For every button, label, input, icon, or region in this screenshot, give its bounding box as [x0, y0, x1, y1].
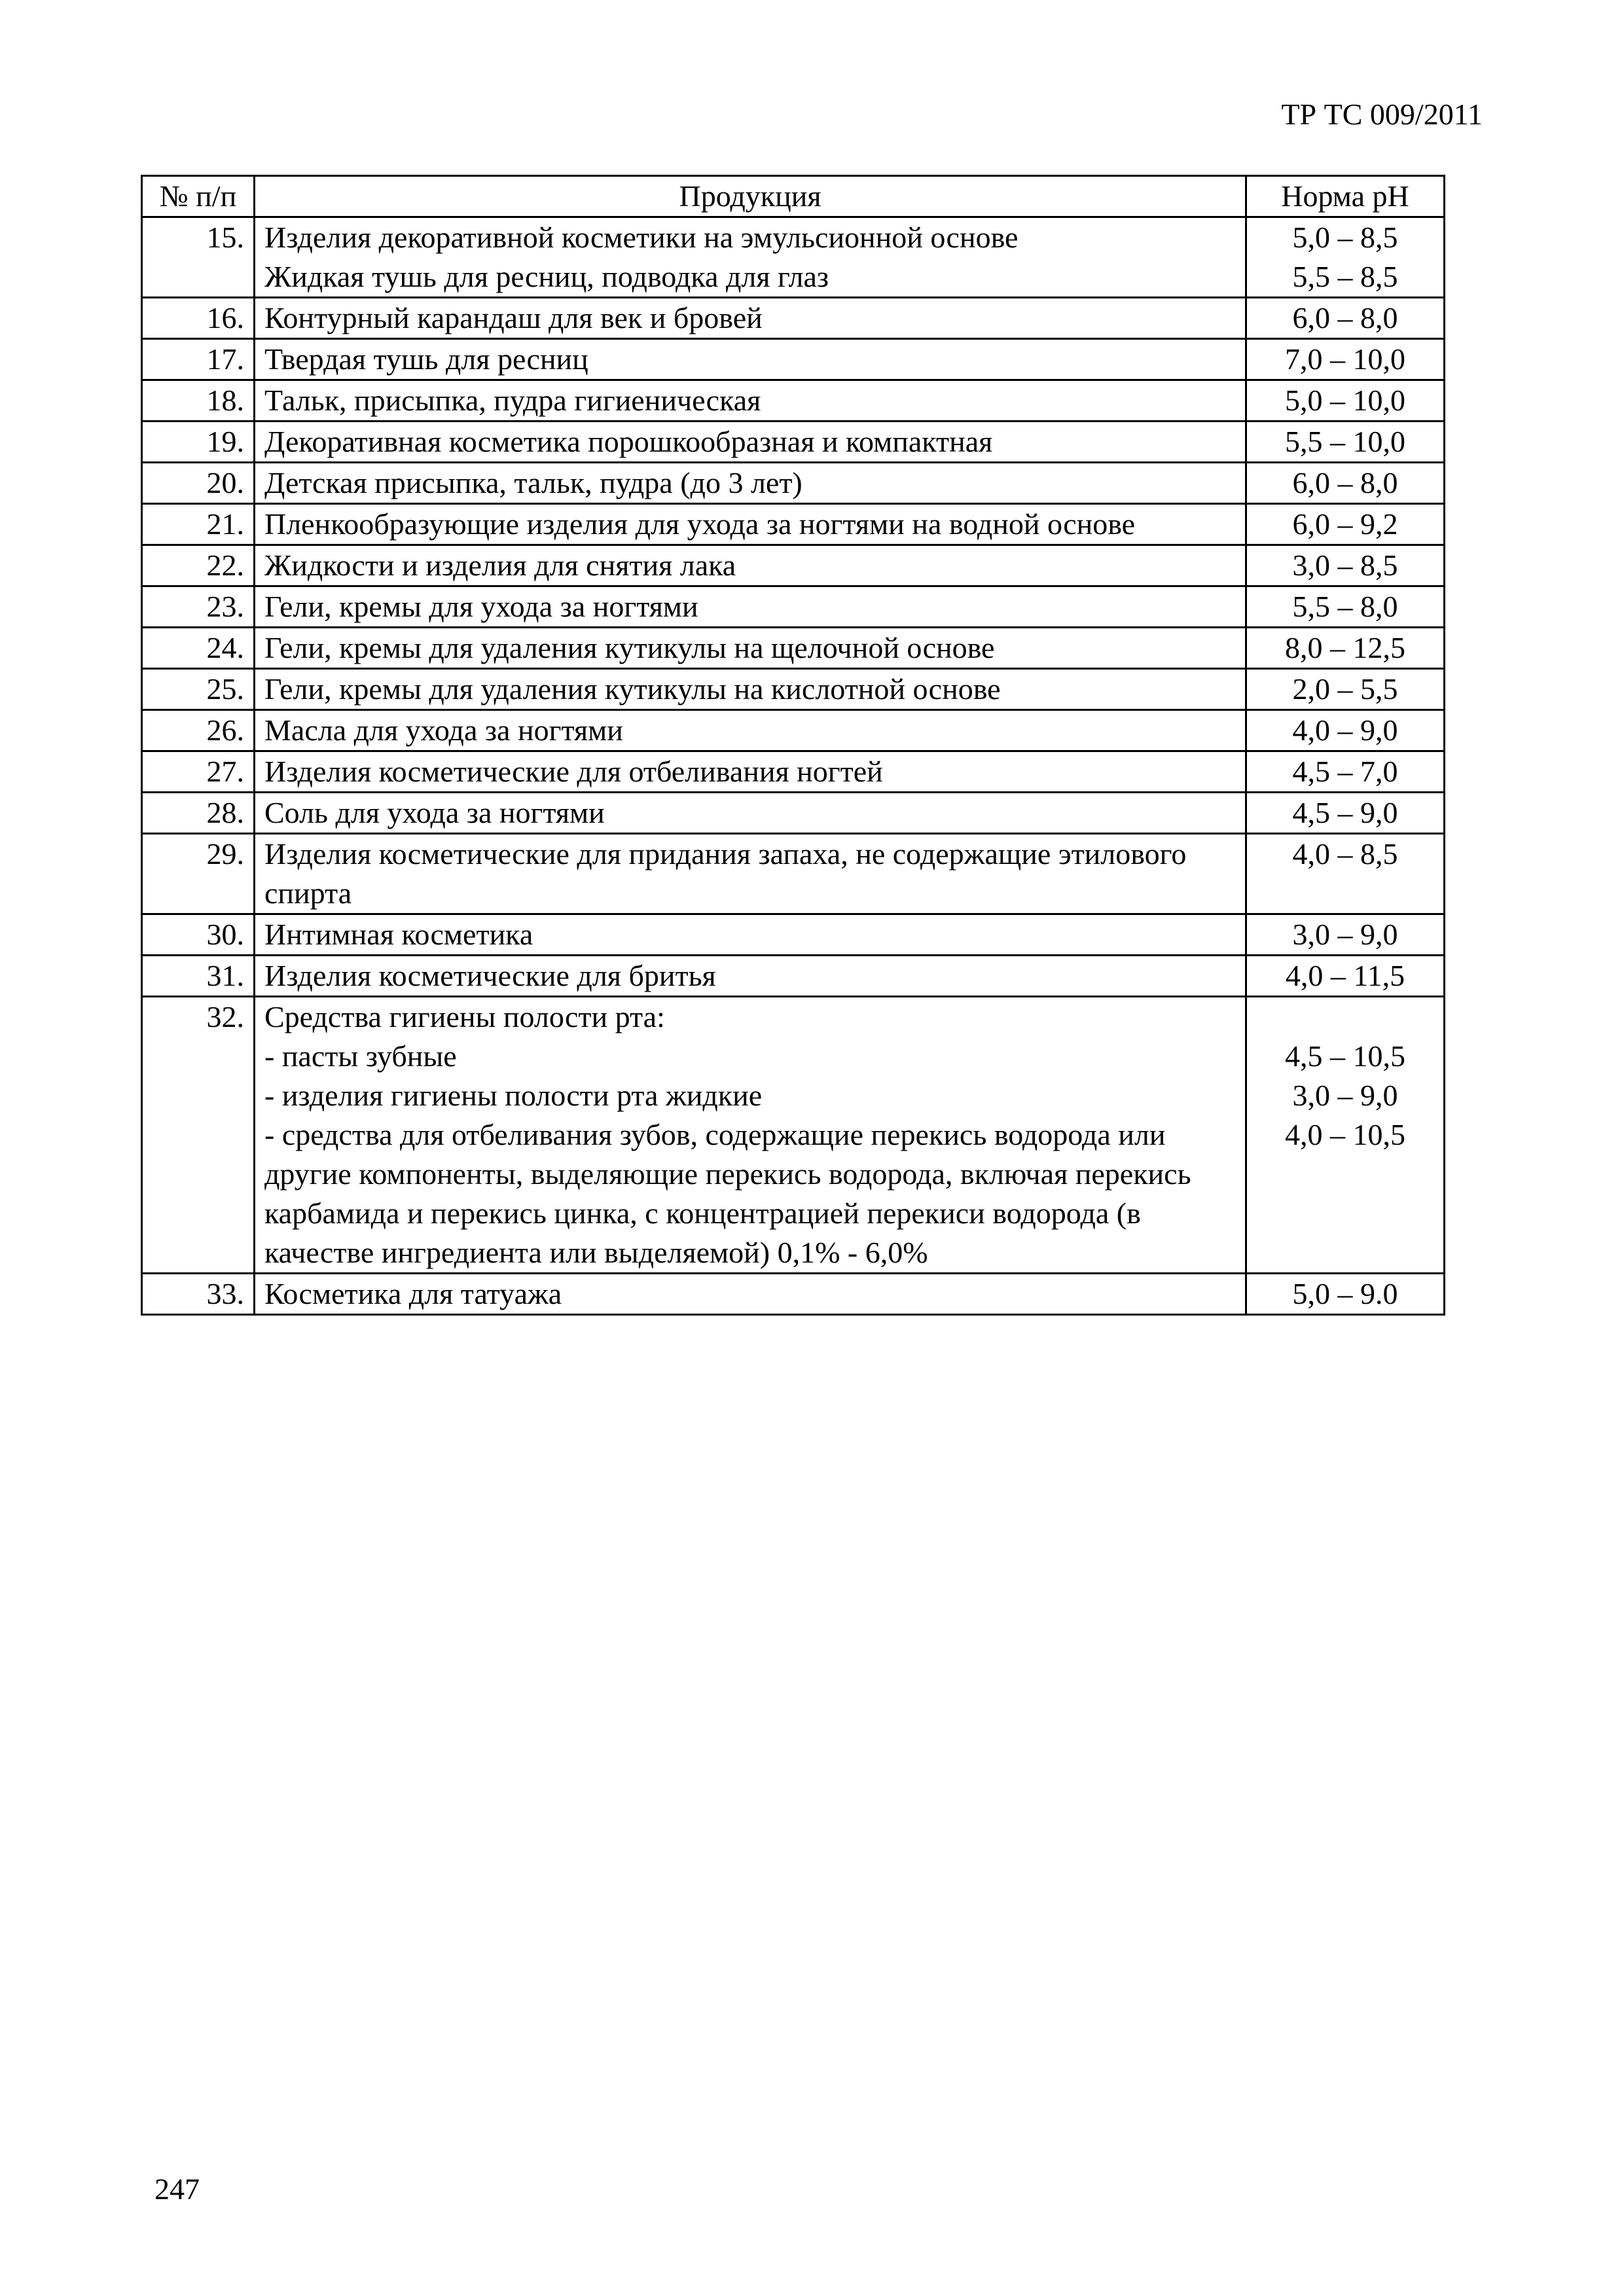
- row-ph-norm: [1246, 339, 1445, 380]
- row-product: [255, 956, 1246, 997]
- row-ph-norm: [1246, 586, 1445, 628]
- ph-value: 4,5 – 10,5: [1285, 1039, 1405, 1073]
- row-ph-norm: [1246, 834, 1445, 914]
- table-row: [142, 422, 1445, 463]
- product-line: - средства для отбеливания зубов, содержащие перекись водорода или другие компоненты, выделяющие перекись водорода, включая перекись карбамида и перекись цинка, с концентрацией перекиси водорода (в качестве ингредиента или выделяемой) 0,1% - 6,0%: [264, 1118, 1191, 1269]
- header-ph-norm: Норма pH: [1246, 176, 1445, 217]
- table-row: [142, 914, 1445, 956]
- row-product: [255, 586, 1246, 628]
- ph-value: 5,0 – 9.0: [1292, 1277, 1398, 1310]
- row-product: [255, 545, 1246, 586]
- row-product: [255, 339, 1246, 380]
- product-line: Соль для ухода за ногтями: [264, 796, 605, 829]
- table-row: [142, 710, 1445, 751]
- ph-value: 7,0 – 10,0: [1285, 342, 1405, 376]
- ph-value: [1256, 997, 1434, 1037]
- table-header-row: [142, 176, 1445, 217]
- table-row: [142, 997, 1445, 1274]
- ph-value: 3,0 – 8,5: [1292, 548, 1398, 582]
- row-ph-norm: [1246, 298, 1445, 339]
- row-product: [255, 914, 1246, 956]
- row-product: [255, 628, 1246, 669]
- row-number: 16.: [142, 298, 255, 339]
- table-row: [142, 1274, 1445, 1315]
- header-product: Продукция: [255, 176, 1246, 217]
- ph-value: 6,0 – 8,0: [1292, 466, 1398, 499]
- product-line: Жидкости и изделия для снятия лака: [264, 548, 736, 582]
- row-number: 20.: [142, 463, 255, 504]
- table-row: [142, 751, 1445, 793]
- product-line: Гели, кремы для удаления кутикулы на кислотной основе: [264, 672, 1001, 706]
- row-product: [255, 834, 1246, 914]
- product-line: Изделия декоративной косметики на эмульсионной основе: [264, 221, 1019, 254]
- row-ph-norm: [1246, 751, 1445, 793]
- header-number: № п/п: [142, 176, 255, 217]
- page-number: 247: [154, 2172, 200, 2206]
- product-line: Жидкая тушь для ресниц, подводка для глаз: [264, 260, 829, 293]
- row-number: 24.: [142, 628, 255, 669]
- row-ph-norm: [1246, 669, 1445, 710]
- ph-value: 5,0 – 10,0: [1285, 384, 1405, 417]
- product-line: Тальк, присыпка, пудра гигиеническая: [264, 384, 761, 417]
- row-product: [255, 298, 1246, 339]
- row-ph-norm: [1246, 463, 1445, 504]
- product-line: Детская присыпка, тальк, пудра (до 3 лет): [264, 466, 803, 499]
- product-line: - изделия гигиены полости рта жидкие: [264, 1079, 763, 1112]
- product-line: Гели, кремы для удаления кутикулы на щелочной основе: [264, 631, 995, 664]
- row-ph-norm: [1246, 914, 1445, 956]
- ph-value: 4,0 – 8,5: [1292, 837, 1398, 870]
- row-number: 15.: [142, 217, 255, 298]
- ph-value: 5,5 – 8,0: [1292, 590, 1398, 623]
- row-ph-norm: [1246, 217, 1445, 298]
- row-ph-norm: [1246, 628, 1445, 669]
- row-number: 22.: [142, 545, 255, 586]
- table-row: [142, 956, 1445, 997]
- row-ph-norm: [1246, 793, 1445, 834]
- row-number: 26.: [142, 710, 255, 751]
- table-row: [142, 380, 1445, 422]
- row-ph-norm: [1246, 380, 1445, 422]
- row-ph-norm: [1246, 545, 1445, 586]
- row-number: 21.: [142, 504, 255, 545]
- row-product: [255, 997, 1246, 1274]
- product-line: Изделия косметические для отбеливания ногтей: [264, 755, 883, 788]
- table-row: [142, 669, 1445, 710]
- row-number: 17.: [142, 339, 255, 380]
- ph-value: 2,0 – 5,5: [1292, 672, 1398, 706]
- product-line: - пасты зубные: [264, 1039, 457, 1073]
- ph-value: 5,0 – 8,5: [1292, 221, 1398, 254]
- product-line: Изделия косметические для придания запаха, не содержащие этилового спирта: [264, 837, 1187, 910]
- product-line: Косметика для татуажа: [264, 1277, 562, 1310]
- ph-value: 6,0 – 8,0: [1292, 301, 1398, 334]
- row-number: 31.: [142, 956, 255, 997]
- table-row: [142, 628, 1445, 669]
- ph-value: 4,5 – 7,0: [1292, 755, 1398, 788]
- row-product: [255, 217, 1246, 298]
- row-number: 25.: [142, 669, 255, 710]
- row-product: [255, 504, 1246, 545]
- table-row: [142, 586, 1445, 628]
- ph-value: 4,0 – 10,5: [1285, 1118, 1405, 1151]
- row-ph-norm: [1246, 956, 1445, 997]
- row-product: [255, 380, 1246, 422]
- row-product: [255, 793, 1246, 834]
- row-product: [255, 710, 1246, 751]
- table-row: [142, 504, 1445, 545]
- row-number: 32.: [142, 997, 255, 1274]
- row-number: 28.: [142, 793, 255, 834]
- product-line: Гели, кремы для ухода за ногтями: [264, 590, 698, 623]
- row-number: 30.: [142, 914, 255, 956]
- row-ph-norm: [1246, 997, 1445, 1274]
- row-number: 18.: [142, 380, 255, 422]
- ph-value: 4,0 – 11,5: [1285, 959, 1405, 992]
- row-product: [255, 1274, 1246, 1315]
- ph-value: 3,0 – 9,0: [1292, 918, 1398, 951]
- ph-value: 3,0 – 9,0: [1292, 1079, 1398, 1112]
- product-line: Пленкообразующие изделия для ухода за ногтями на водной основе: [264, 507, 1136, 541]
- row-number: 29.: [142, 834, 255, 914]
- ph-norms-table: [141, 175, 1445, 1316]
- ph-value: 8,0 – 12,5: [1285, 631, 1405, 664]
- row-ph-norm: [1246, 422, 1445, 463]
- ph-value: 6,0 – 9,2: [1292, 507, 1398, 541]
- row-product: [255, 669, 1246, 710]
- row-ph-norm: [1246, 710, 1445, 751]
- table-row: [142, 339, 1445, 380]
- product-line: Контурный карандаш для век и бровей: [264, 301, 763, 334]
- ph-value: 5,5 – 10,0: [1285, 425, 1405, 458]
- product-line: Масла для ухода за ногтями: [264, 713, 623, 747]
- table-row: [142, 217, 1445, 298]
- product-line: Средства гигиены полости рта:: [264, 1000, 665, 1033]
- product-line: Интимная косметика: [264, 918, 533, 951]
- row-ph-norm: [1246, 504, 1445, 545]
- ph-value: 4,0 – 9,0: [1292, 713, 1398, 747]
- document-id: ТР ТС 009/2011: [1281, 98, 1483, 131]
- row-product: [255, 463, 1246, 504]
- row-number: 23.: [142, 586, 255, 628]
- table-row: [142, 463, 1445, 504]
- product-line: Твердая тушь для ресниц: [264, 342, 588, 376]
- product-line: Изделия косметические для бритья: [264, 959, 716, 992]
- row-ph-norm: [1246, 1274, 1445, 1315]
- product-line: Декоративная косметика порошкообразная и компактная: [264, 425, 993, 458]
- row-product: [255, 422, 1246, 463]
- ph-value: 4,5 – 9,0: [1292, 796, 1398, 829]
- table-row: [142, 834, 1445, 914]
- row-number: 27.: [142, 751, 255, 793]
- table-row: [142, 298, 1445, 339]
- row-product: [255, 751, 1246, 793]
- row-number: 33.: [142, 1274, 255, 1315]
- table-row: [142, 545, 1445, 586]
- row-number: 19.: [142, 422, 255, 463]
- ph-value: 5,5 – 8,5: [1292, 260, 1398, 293]
- table-row: [142, 793, 1445, 834]
- table-body: [142, 217, 1445, 1315]
